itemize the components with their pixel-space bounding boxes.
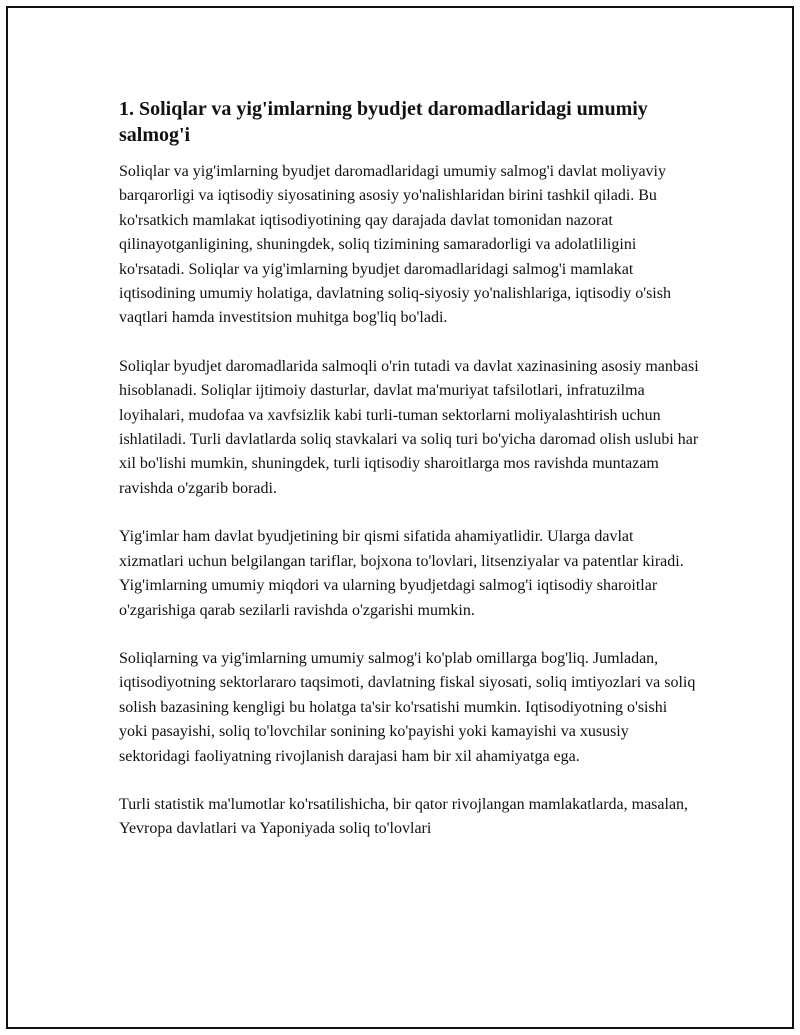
paragraph-1: Soliqlar va yig'imlarning byudjet daromadlaridagi umumiy salmog'i davlat moliyaviy barqarorligi va iqtisodiy siyosatining asosiy yo'nalishlaridan birini tashkil qiladi. Bu ko'rsatkich mamlakat iqtisodiyotining qay darajada davlat tomonidan nazorat qilinayotganligining, shuningdek, soliq tizimining samaradorligi va adolatliligini ko'rsatadi. Soliqlar va yig'imlarning byudjet daromadlaridagi salmog'i mamlakat iqtisodining umumiy holatiga, davlatning soliq-siyosiy yo'nalishlariga, iqtisodiy o'sish vaqtlari hamda investitsion muhitga bog'liq bo'ladi.: [119, 163, 671, 327]
document-page: [6, 6, 794, 1029]
paragraph-5: Turli statistik ma'lumotlar ko'rsatilishicha, bir qator rivojlangan mamlakatlarda, masalan, Yevropa davlatlari va Yaponiyada soliq to'lovlari: [119, 795, 689, 838]
document-body: [119, 96, 699, 866]
paragraph-2: Soliqlar byudjet daromadlarida salmoqli o'rin tutadi va davlat xazinasining asosiy manbasi hisoblanadi. Soliqlar ijtimoiy dasturlar, davlat ma'muriyat tafsilotlari, infratuzilma loyihalari, mudofaa va xavfsizlik kabi turli-tuman sektorlarni moliyalashtirish uchun ishlatiladi. Turli davlatlarda soliq stavkalari va soliq turi bo'yicha daromad olish uslubi har xil bo'lishi mumkin, shuningdek, turli iqtisodiy sharoitlarga mos ravishda muntazam ravishda o'zgarib boradi.: [119, 357, 699, 497]
section-heading: 1. Soliqlar va yig'imlarning byudjet daromadlaridagi umumiy salmog'i: [119, 98, 648, 146]
paragraph-3: Yig'imlar ham davlat byudjetining bir qismi sifatida ahamiyatlidir. Ularga davlat xizmatlari uchun belgilangan tariflar, bojxona to'lovlari, litsenziyalar va patentlar kiradi. Yig'imlarning umumiy miqdori va ularning byudjetdagi salmog'i iqtisodiy sharoitlar o'zgarishiga qarab sezilarli ravishda o'zgarishi mumkin.: [119, 528, 684, 619]
paragraph-4: Soliqlarning va yig'imlarning umumiy salmog'i ko'plab omillarga bog'liq. Jumladan, iqtisodiyotning sektorlararo taqsimoti, davlatning fiskal siyosati, soliq imtiyozlari va soliq solish bazasining kengligi bu holatga ta'sir ko'rsatishi mumkin. Iqtisodiyotning o'sishi yoki pasayishi, soliq to'lovchilar sonining ko'payishi yoki kamayishi va xususiy sektoridagi faoliyatning rivojlanish darajasi ham bir xil ahamiyatga ega.: [119, 649, 696, 765]
